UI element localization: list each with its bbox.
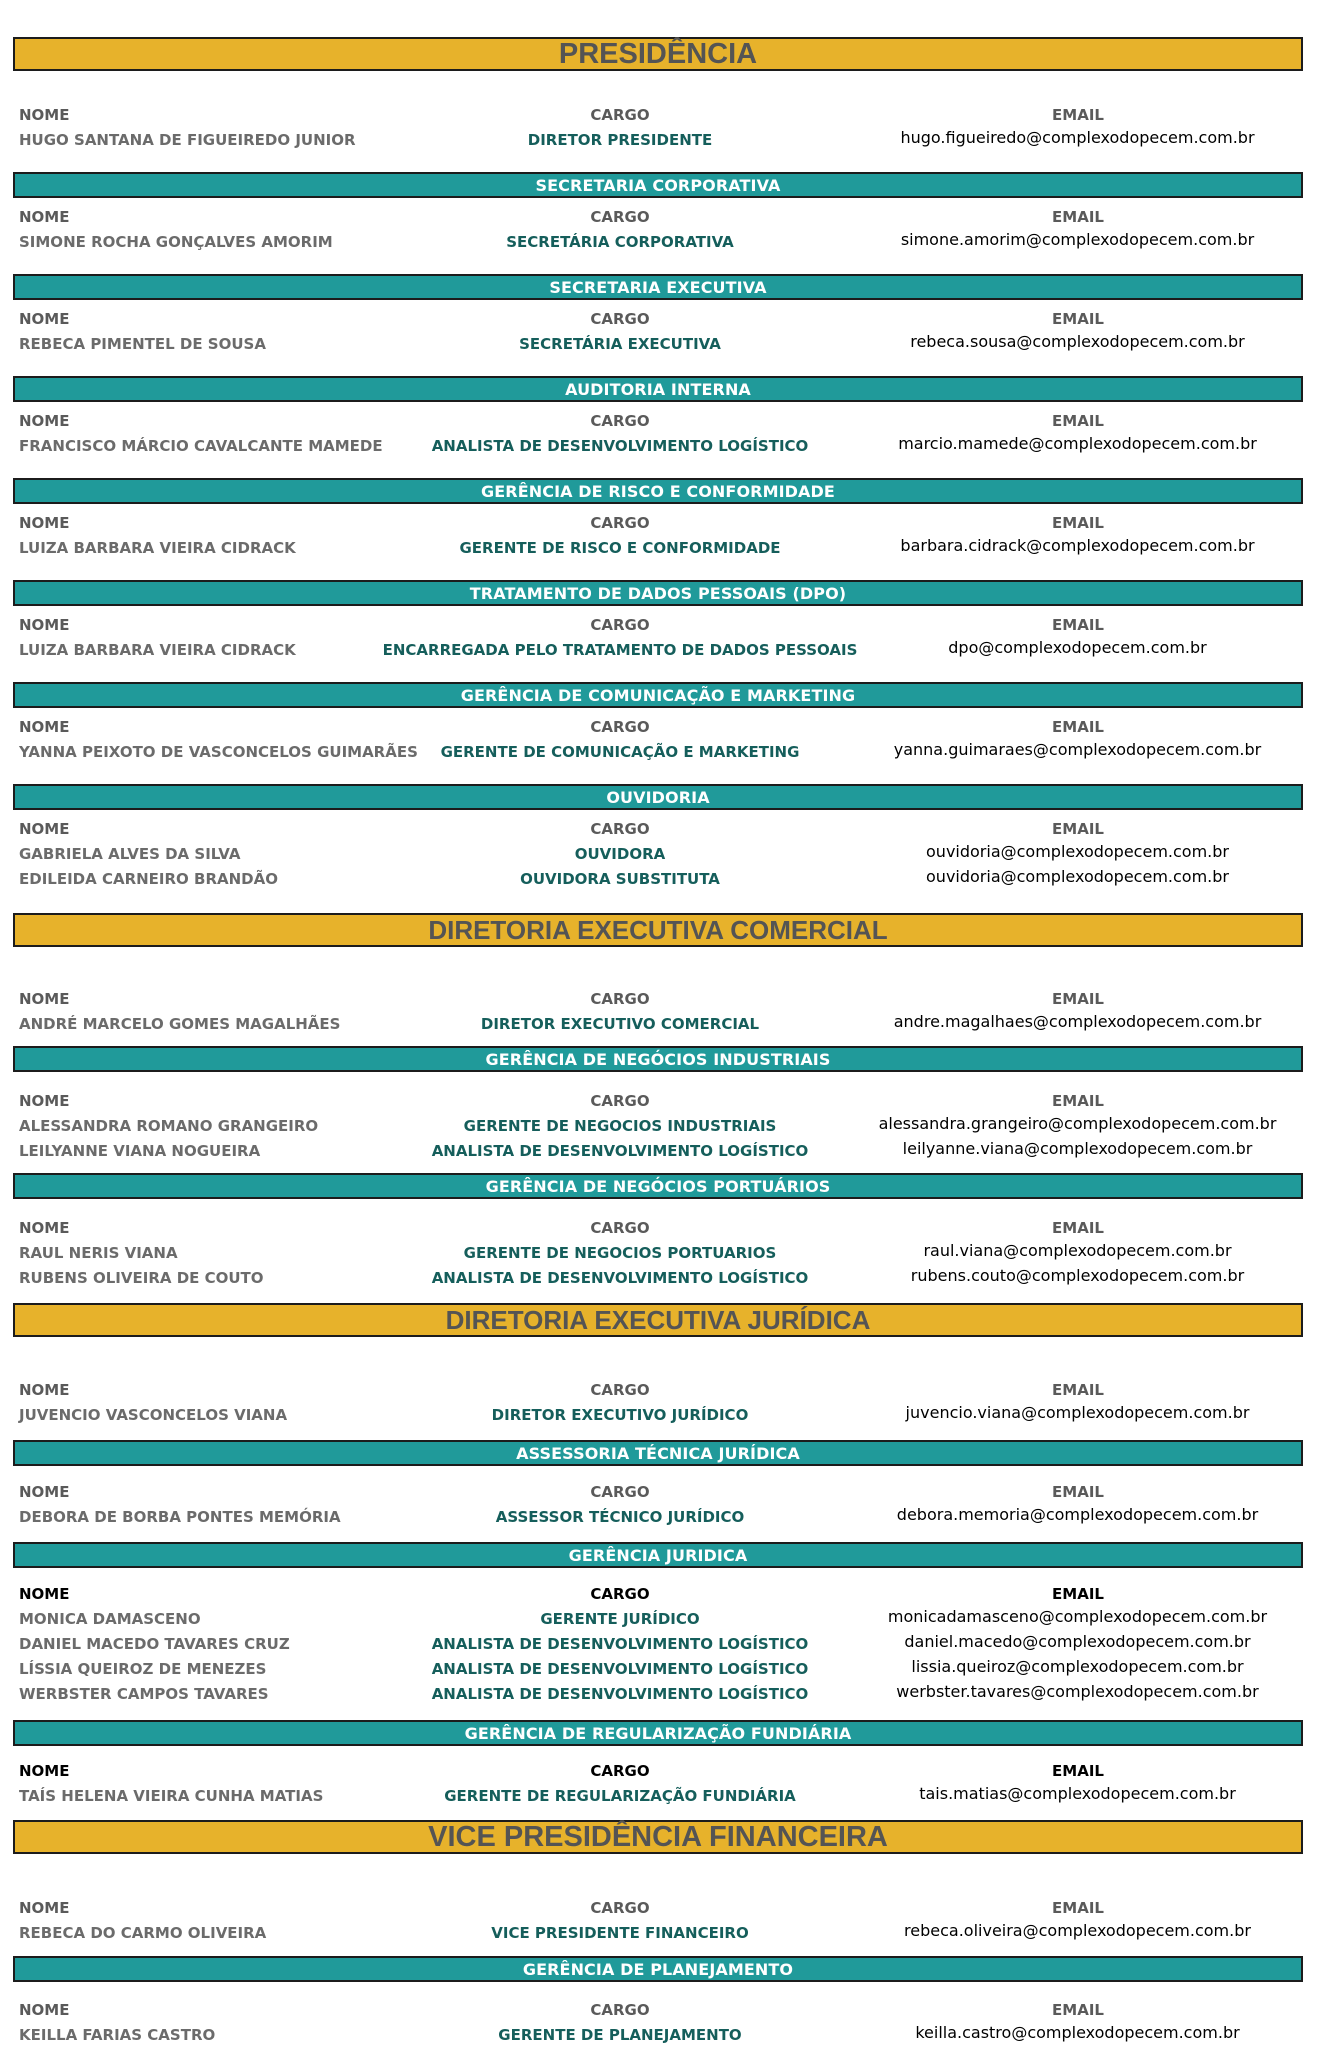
department-header-16 bbox=[13, 1956, 1303, 1982]
employee-email-link[interactable]: andre.magalhaes@complexodopecem.com.br bbox=[893, 1012, 1262, 1031]
employee-name: ANDRÉ MARCELO GOMES MAGALHÃES bbox=[19, 1015, 341, 1033]
employee-name: KEILLA FARIAS CASTRO bbox=[19, 2026, 216, 2044]
column-header-cargo: CARGO bbox=[590, 820, 650, 838]
department-header-6 bbox=[13, 682, 1303, 708]
section-title: AUDITORIA INTERNA bbox=[565, 379, 751, 399]
section-title: ASSESSORIA TÉCNICA JURÍDICA bbox=[516, 1443, 800, 1463]
column-header-email: EMAIL bbox=[1052, 514, 1104, 532]
employee-email-link[interactable]: ouvidoria@complexodopecem.com.br bbox=[926, 867, 1229, 886]
column-header-nome: NOME bbox=[19, 514, 70, 532]
section-title: GERÊNCIA DE PLANEJAMENTO bbox=[522, 1959, 794, 1979]
department-header-12 bbox=[13, 1440, 1303, 1466]
employee-role: GERENTE JURÍDICO bbox=[540, 1610, 700, 1628]
employee-email-link[interactable]: raul.viana@complexodopecem.com.br bbox=[923, 1241, 1232, 1260]
employee-email-link[interactable]: tais.matias@complexodopecem.com.br bbox=[919, 1784, 1236, 1803]
column-header-cargo: CARGO bbox=[590, 208, 650, 226]
employee-role: OUVIDORA SUBSTITUTA bbox=[520, 870, 720, 888]
employee-email-link[interactable]: hugo.figueiredo@complexodopecem.com.br bbox=[900, 128, 1255, 147]
column-header-email: EMAIL bbox=[1052, 1762, 1104, 1780]
section-title: GERÊNCIA DE COMUNICAÇÃO E MARKETING bbox=[460, 685, 856, 705]
employee-name: JUVENCIO VASCONCELOS VIANA bbox=[19, 1406, 288, 1424]
column-header-nome: NOME bbox=[19, 1899, 70, 1917]
employee-email-link[interactable]: rubens.couto@complexodopecem.com.br bbox=[910, 1266, 1245, 1285]
employee-role: DIRETOR PRESIDENTE bbox=[527, 131, 713, 149]
column-header-nome: NOME bbox=[19, 2001, 70, 2019]
column-header-email: EMAIL bbox=[1052, 820, 1104, 838]
employee-role: OUVIDORA bbox=[574, 845, 666, 863]
department-header-7 bbox=[13, 784, 1303, 810]
column-header-email: EMAIL bbox=[1052, 1899, 1104, 1917]
column-header-cargo: CARGO bbox=[590, 990, 650, 1008]
employee-role: ANALISTA DE DESENVOLVIMENTO LOGÍSTICO bbox=[431, 1269, 809, 1287]
employee-name: ALESSANDRA ROMANO GRANGEIRO bbox=[19, 1117, 319, 1135]
employee-email-link[interactable]: alessandra.grangeiro@complexodopecem.com.br bbox=[878, 1114, 1277, 1133]
section-title: GERÊNCIA JURIDICA bbox=[568, 1545, 748, 1565]
column-header-cargo: CARGO bbox=[590, 1899, 650, 1917]
department-header-14 bbox=[13, 1720, 1303, 1746]
employee-email-link[interactable]: debora.memoria@complexodopecem.com.br bbox=[896, 1505, 1259, 1524]
department-header-9 bbox=[13, 1046, 1303, 1072]
section-title: GERÊNCIA DE REGULARIZAÇÃO FUNDIÁRIA bbox=[464, 1723, 852, 1743]
column-header-email: EMAIL bbox=[1052, 310, 1104, 328]
employee-role: SECRETÁRIA CORPORATIVA bbox=[506, 233, 734, 251]
employee-email-link[interactable]: monicadamasceno@complexodopecem.com.br bbox=[887, 1607, 1268, 1626]
column-header-email: EMAIL bbox=[1052, 718, 1104, 736]
employee-role: GERENTE DE RISCO E CONFORMIDADE bbox=[459, 539, 781, 557]
section-title: SECRETARIA EXECUTIVA bbox=[549, 277, 767, 297]
employee-email-link[interactable]: marcio.mamede@complexodopecem.com.br bbox=[898, 434, 1257, 453]
employee-name: RUBENS OLIVEIRA DE COUTO bbox=[19, 1269, 264, 1287]
employee-name: FRANCISCO MÁRCIO CAVALCANTE MAMEDE bbox=[19, 437, 383, 455]
employee-name: SIMONE ROCHA GONÇALVES AMORIM bbox=[19, 233, 333, 251]
employee-name: MONICA DAMASCENO bbox=[19, 1610, 201, 1628]
employee-role: ANALISTA DE DESENVOLVIMENTO LOGÍSTICO bbox=[431, 1660, 809, 1678]
section-title: GERÊNCIA DE NEGÓCIOS INDUSTRIAIS bbox=[485, 1049, 831, 1069]
column-header-nome: NOME bbox=[19, 208, 70, 226]
employee-role: SECRETÁRIA EXECUTIVA bbox=[519, 335, 721, 353]
column-header-nome: NOME bbox=[19, 820, 70, 838]
employee-role: GERENTE DE NEGOCIOS PORTUARIOS bbox=[463, 1244, 777, 1262]
employee-role: ENCARREGADA PELO TRATAMENTO DE DADOS PESSOAIS bbox=[382, 641, 858, 659]
employee-email-link[interactable]: ouvidoria@complexodopecem.com.br bbox=[926, 842, 1229, 861]
employee-role: ANALISTA DE DESENVOLVIMENTO LOGÍSTICO bbox=[431, 437, 809, 455]
employee-name: REBECA DO CARMO OLIVEIRA bbox=[19, 1924, 267, 1942]
column-header-cargo: CARGO bbox=[590, 1381, 650, 1399]
employee-name: WERBSTER CAMPOS TAVARES bbox=[19, 1685, 269, 1703]
column-header-nome: NOME bbox=[19, 412, 70, 430]
column-header-nome: NOME bbox=[19, 1219, 70, 1237]
column-header-nome: NOME bbox=[19, 106, 70, 124]
column-header-email: EMAIL bbox=[1052, 208, 1104, 226]
section-title: DIRETORIA EXECUTIVA COMERCIAL bbox=[428, 914, 888, 945]
column-header-cargo: CARGO bbox=[590, 1585, 650, 1603]
column-header-nome: NOME bbox=[19, 616, 70, 634]
column-header-cargo: CARGO bbox=[590, 1219, 650, 1237]
employee-name: REBECA PIMENTEL DE SOUSA bbox=[19, 335, 266, 353]
section-title: GERÊNCIA DE RISCO E CONFORMIDADE bbox=[481, 481, 835, 501]
column-header-email: EMAIL bbox=[1052, 412, 1104, 430]
column-header-cargo: CARGO bbox=[590, 616, 650, 634]
employee-role: ANALISTA DE DESENVOLVIMENTO LOGÍSTICO bbox=[431, 1685, 809, 1703]
directorate-header-11 bbox=[13, 1303, 1303, 1337]
section-title: OUVIDORIA bbox=[606, 787, 710, 807]
employee-email-link[interactable]: dpo@complexodopecem.com.br bbox=[948, 638, 1207, 657]
section-title: DIRETORIA EXECUTIVA JURÍDICA bbox=[445, 1304, 871, 1335]
employee-name: LUIZA BARBARA VIEIRA CIDRACK bbox=[19, 539, 296, 557]
department-header-5 bbox=[13, 580, 1303, 606]
column-header-cargo: CARGO bbox=[590, 1483, 650, 1501]
department-header-4 bbox=[13, 478, 1303, 504]
employee-role: ANALISTA DE DESENVOLVIMENTO LOGÍSTICO bbox=[431, 1142, 809, 1160]
directorate-header-8 bbox=[13, 913, 1303, 947]
column-header-nome: NOME bbox=[19, 1585, 70, 1603]
employee-name: YANNA PEIXOTO DE VASCONCELOS GUIMARÃES bbox=[19, 743, 418, 761]
column-header-cargo: CARGO bbox=[590, 412, 650, 430]
column-header-email: EMAIL bbox=[1052, 1483, 1104, 1501]
employee-role: DIRETOR EXECUTIVO COMERCIAL bbox=[480, 1015, 760, 1033]
column-header-email: EMAIL bbox=[1052, 2001, 1104, 2019]
employee-name: LEILYANNE VIANA NOGUEIRA bbox=[19, 1142, 261, 1160]
department-header-1 bbox=[13, 172, 1303, 198]
employee-email-link[interactable]: rebeca.oliveira@complexodopecem.com.br bbox=[904, 1921, 1251, 1940]
employee-role: GERENTE DE NEGOCIOS INDUSTRIAIS bbox=[463, 1117, 777, 1135]
employee-role: GERENTE DE REGULARIZAÇÃO FUNDIÁRIA bbox=[444, 1787, 796, 1805]
section-title: VICE PRESIDÊNCIA FINANCEIRA bbox=[428, 1820, 888, 1853]
column-header-cargo: CARGO bbox=[590, 106, 650, 124]
department-header-3 bbox=[13, 376, 1303, 402]
employee-email-link[interactable]: keilla.castro@complexodopecem.com.br bbox=[915, 2023, 1240, 2042]
employee-name: HUGO SANTANA DE FIGUEIREDO JUNIOR bbox=[19, 131, 356, 149]
section-title: PRESIDÊNCIA bbox=[558, 37, 758, 70]
employee-role: GERENTE DE PLANEJAMENTO bbox=[498, 2026, 742, 2044]
section-title: SECRETARIA CORPORATIVA bbox=[535, 175, 781, 195]
column-header-cargo: CARGO bbox=[590, 514, 650, 532]
employee-name: DEBORA DE BORBA PONTES MEMÓRIA bbox=[19, 1508, 341, 1526]
column-header-nome: NOME bbox=[19, 310, 70, 328]
employee-role: VICE PRESIDENTE FINANCEIRO bbox=[491, 1924, 749, 1942]
column-header-nome: NOME bbox=[19, 718, 70, 736]
employee-email-link[interactable]: lissia.queiroz@complexodopecem.com.br bbox=[911, 1657, 1244, 1676]
column-header-cargo: CARGO bbox=[590, 1092, 650, 1110]
employee-name: LUIZA BARBARA VIEIRA CIDRACK bbox=[19, 641, 296, 659]
employee-email-link[interactable]: rebeca.sousa@complexodopecem.com.br bbox=[910, 332, 1245, 351]
employee-role: ASSESSOR TÉCNICO JURÍDICO bbox=[495, 1508, 745, 1526]
column-header-email: EMAIL bbox=[1052, 1092, 1104, 1110]
employee-name: DANIEL MACEDO TAVARES CRUZ bbox=[19, 1635, 290, 1653]
column-header-cargo: CARGO bbox=[590, 1762, 650, 1780]
department-header-2 bbox=[13, 274, 1303, 300]
employee-role: DIRETOR EXECUTIVO JURÍDICO bbox=[491, 1406, 749, 1424]
column-header-email: EMAIL bbox=[1052, 1585, 1104, 1603]
column-header-nome: NOME bbox=[19, 1483, 70, 1501]
employee-email-link[interactable]: yanna.guimaraes@complexodopecem.com.br bbox=[893, 740, 1262, 759]
employee-email-link[interactable]: juvencio.viana@complexodopecem.com.br bbox=[905, 1403, 1250, 1422]
column-header-nome: NOME bbox=[19, 1762, 70, 1780]
column-header-email: EMAIL bbox=[1052, 1381, 1104, 1399]
column-header-cargo: CARGO bbox=[590, 310, 650, 328]
employee-name: LÍSSIA QUEIROZ DE MENEZES bbox=[19, 1660, 267, 1678]
employee-name: RAUL NERIS VIANA bbox=[19, 1244, 178, 1262]
column-header-email: EMAIL bbox=[1052, 106, 1104, 124]
employee-email-link[interactable]: simone.amorim@complexodopecem.com.br bbox=[900, 230, 1255, 249]
employee-name: GABRIELA ALVES DA SILVA bbox=[19, 845, 241, 863]
column-header-cargo: CARGO bbox=[590, 718, 650, 736]
employee-email-link[interactable]: werbster.tavares@complexodopecem.com.br bbox=[896, 1682, 1259, 1701]
employee-role: ANALISTA DE DESENVOLVIMENTO LOGÍSTICO bbox=[431, 1635, 809, 1653]
directorate-header-15 bbox=[13, 1820, 1303, 1854]
column-header-nome: NOME bbox=[19, 990, 70, 1008]
employee-role: GERENTE DE COMUNICAÇÃO E MARKETING bbox=[440, 743, 800, 761]
employee-name: TAÍS HELENA VIEIRA CUNHA MATIAS bbox=[19, 1787, 324, 1805]
department-header-13 bbox=[13, 1542, 1303, 1568]
column-header-email: EMAIL bbox=[1052, 990, 1104, 1008]
employee-email-link[interactable]: daniel.macedo@complexodopecem.com.br bbox=[904, 1632, 1251, 1651]
column-header-nome: NOME bbox=[19, 1381, 70, 1399]
column-header-nome: NOME bbox=[19, 1092, 70, 1110]
section-title: TRATAMENTO DE DADOS PESSOAIS (DPO) bbox=[469, 583, 847, 603]
employee-email-link[interactable]: leilyanne.viana@complexodopecem.com.br bbox=[902, 1139, 1253, 1158]
column-header-cargo: CARGO bbox=[590, 2001, 650, 2019]
directorate-header-0 bbox=[13, 37, 1303, 71]
section-title: GERÊNCIA DE NEGÓCIOS PORTUÁRIOS bbox=[485, 1176, 831, 1196]
column-header-email: EMAIL bbox=[1052, 616, 1104, 634]
employee-name: EDILEIDA CARNEIRO BRANDÃO bbox=[19, 870, 278, 888]
column-header-email: EMAIL bbox=[1052, 1219, 1104, 1237]
employee-email-link[interactable]: barbara.cidrack@complexodopecem.com.br bbox=[900, 536, 1255, 555]
department-header-10 bbox=[13, 1173, 1303, 1199]
